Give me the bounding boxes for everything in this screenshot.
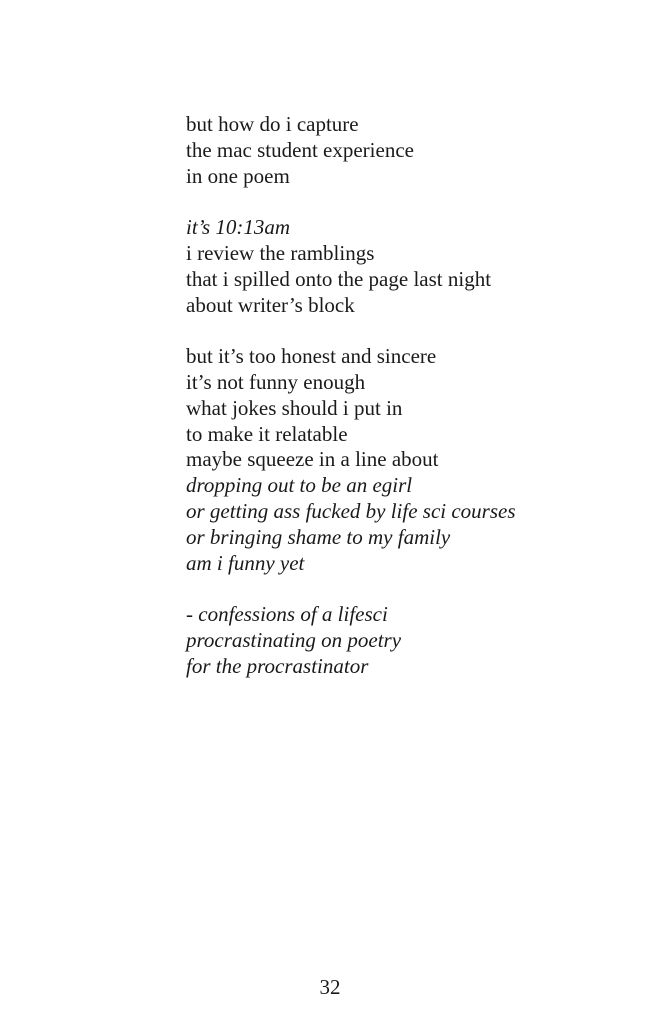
poem-line: it’s not funny enough bbox=[186, 369, 366, 394]
poem-line: the mac student experience bbox=[186, 137, 414, 162]
poem-line-italic: or getting ass fucked by life sci courses bbox=[186, 498, 516, 523]
poem-line-italic: dropping out to be an egirl bbox=[186, 473, 413, 498]
poem-line: i review the ramblings bbox=[186, 240, 375, 265]
poem-line-timestamp: it’s 10:13am bbox=[186, 215, 291, 240]
stanza-2 bbox=[186, 215, 626, 318]
poem-line: about writer’s block bbox=[186, 292, 355, 317]
poem-line: that i spilled onto the page last night bbox=[186, 266, 492, 291]
poem-line: maybe squeeze in a line about bbox=[186, 447, 439, 472]
signature-line: - confessions of a lifesci bbox=[186, 602, 388, 627]
poem-line: but how do i capture bbox=[186, 112, 359, 136]
poem-line-italic: am i funny yet bbox=[186, 550, 305, 575]
stanza-3 bbox=[186, 344, 626, 576]
stanza-1 bbox=[186, 112, 626, 189]
stanza-signature bbox=[186, 602, 626, 679]
page-number: 32 bbox=[319, 975, 341, 999]
poem-line: in one poem bbox=[186, 163, 290, 188]
poem-line: what jokes should i put in bbox=[186, 395, 403, 420]
signature-line: for the procrastinator bbox=[186, 653, 369, 678]
poem-body bbox=[186, 112, 626, 705]
poem-line: but it’s too honest and sincere bbox=[186, 344, 437, 369]
poem-line-italic: or bringing shame to my family bbox=[186, 524, 451, 549]
signature-line: procrastinating on poetry bbox=[186, 627, 402, 652]
poem-line: to make it relatable bbox=[186, 421, 348, 446]
